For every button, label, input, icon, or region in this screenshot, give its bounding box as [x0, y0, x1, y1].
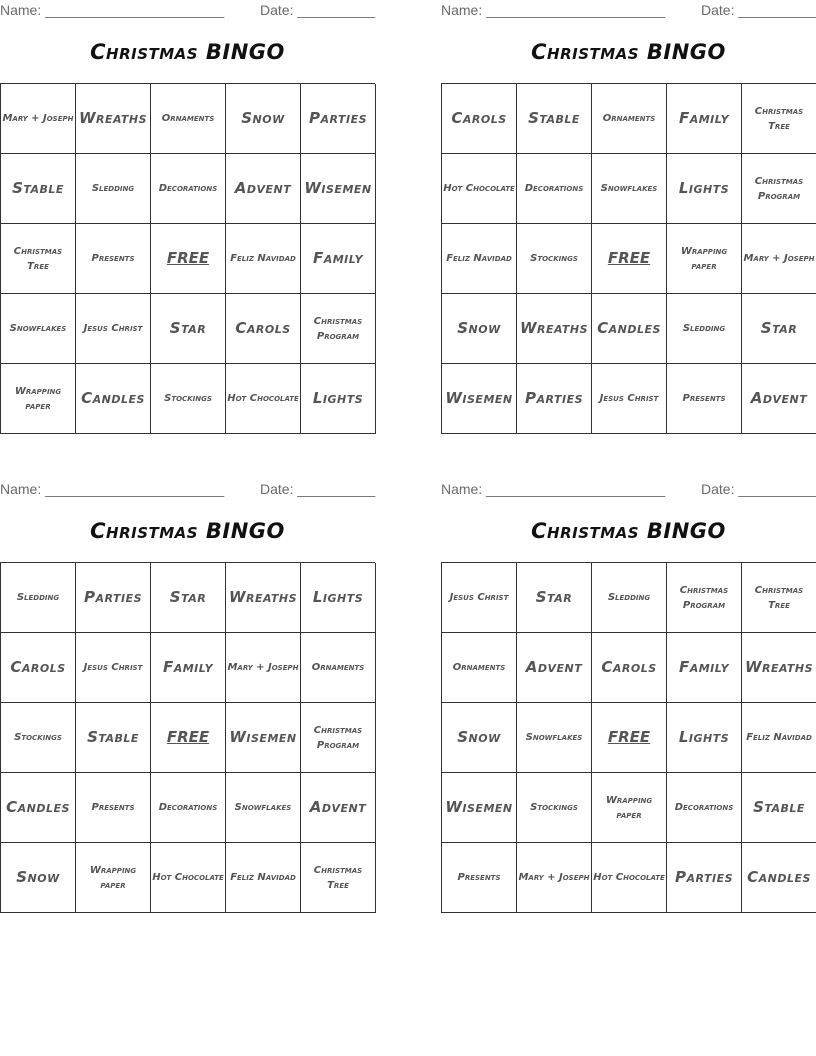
bingo-cell: Christmas Tree [742, 84, 816, 154]
bingo-cell: Hot Chocolate [592, 843, 667, 913]
bingo-cell: Decorations [517, 154, 592, 224]
bingo-cell: Star [517, 563, 592, 633]
bingo-cell: Stable [742, 773, 816, 843]
bingo-card-3 [0, 479, 375, 913]
bingo-cell: Presents [76, 224, 151, 294]
bingo-cell: Ornaments [301, 633, 376, 703]
card-title: Christmas BINGO [90, 40, 285, 64]
date-field-label: Date: __________ [701, 2, 816, 18]
bingo-cell: Ornaments [151, 84, 226, 154]
bingo-cell: Hot Chocolate [442, 154, 517, 224]
bingo-cell: Presents [442, 843, 517, 913]
bingo-grid [441, 562, 816, 913]
bingo-cell: Mary + Joseph [226, 633, 301, 703]
bingo-cell: Stockings [151, 364, 226, 434]
free-space-cell: FREE [592, 703, 667, 773]
card-title: Christmas BINGO [531, 40, 726, 64]
bingo-cell: Christmas Program [742, 154, 816, 224]
bingo-cell: Wrapping paper [667, 224, 742, 294]
bingo-cell: Sledding [1, 563, 76, 633]
bingo-cell: Candles [742, 843, 816, 913]
bingo-cell: Stable [517, 84, 592, 154]
bingo-cell: Jesus Christ [592, 364, 667, 434]
free-space-cell: FREE [151, 703, 226, 773]
bingo-cell: Christmas Tree [1, 224, 76, 294]
date-field-label: Date: __________ [260, 481, 376, 497]
bingo-cell: Advent [301, 773, 376, 843]
bingo-cell: Christmas Tree [301, 843, 376, 913]
bingo-cell: Ornaments [592, 84, 667, 154]
bingo-cell: Mary + Joseph [742, 224, 816, 294]
name-date-row [441, 2, 816, 20]
bingo-cell: Decorations [151, 154, 226, 224]
bingo-cell: Stable [76, 703, 151, 773]
bingo-cell: Star [151, 563, 226, 633]
card-title: Christmas BINGO [90, 519, 285, 543]
bingo-cell: Feliz Navidad [226, 224, 301, 294]
bingo-cell: Jesus Christ [76, 294, 151, 364]
bingo-cell: Carols [592, 633, 667, 703]
bingo-cell: Stockings [517, 224, 592, 294]
bingo-cell: Mary + Joseph [1, 84, 76, 154]
bingo-cell: Candles [1, 773, 76, 843]
bingo-cell: Lights [667, 154, 742, 224]
bingo-cell: Hot Chocolate [226, 364, 301, 434]
bingo-cell: Parties [301, 84, 376, 154]
bingo-cell: Sledding [76, 154, 151, 224]
bingo-cell: Mary + Joseph [517, 843, 592, 913]
bingo-cell: Decorations [667, 773, 742, 843]
bingo-card-1 [0, 0, 375, 434]
bingo-card-2 [441, 0, 816, 434]
bingo-cell: Sledding [667, 294, 742, 364]
bingo-cell: Christmas Program [301, 703, 376, 773]
bingo-cell: Wisemen [301, 154, 376, 224]
bingo-cell: Parties [76, 563, 151, 633]
bingo-cell: Snowflakes [517, 703, 592, 773]
bingo-cell: Family [667, 633, 742, 703]
card-title: Christmas BINGO [531, 519, 726, 543]
bingo-cell: Candles [76, 364, 151, 434]
bingo-grid [0, 83, 375, 434]
bingo-cell: Snow [226, 84, 301, 154]
bingo-cell: Christmas Tree [742, 563, 816, 633]
free-space-cell: FREE [151, 224, 226, 294]
bingo-cell: Wrapping paper [1, 364, 76, 434]
bingo-cell: Jesus Christ [442, 563, 517, 633]
bingo-grid [0, 562, 375, 913]
bingo-cell: Wisemen [442, 773, 517, 843]
bingo-cell: Feliz Navidad [442, 224, 517, 294]
name-field-label: Name: _______________________ [441, 2, 666, 18]
bingo-cell: Snow [1, 843, 76, 913]
bingo-grid [441, 83, 816, 434]
bingo-cell: Family [301, 224, 376, 294]
bingo-cell: Decorations [151, 773, 226, 843]
name-field-label: Name: _______________________ [0, 481, 225, 497]
bingo-cell: Candles [592, 294, 667, 364]
bingo-cell: Wreaths [517, 294, 592, 364]
bingo-cell: Presents [667, 364, 742, 434]
bingo-cell: Parties [517, 364, 592, 434]
bingo-cell: Christmas Program [301, 294, 376, 364]
bingo-cell: Carols [226, 294, 301, 364]
name-field-label: Name: _______________________ [0, 2, 225, 18]
bingo-cell: Presents [76, 773, 151, 843]
bingo-cell: Snowflakes [226, 773, 301, 843]
bingo-cell: Lights [301, 364, 376, 434]
bingo-cell: Feliz Navidad [226, 843, 301, 913]
bingo-cell: Snow [442, 294, 517, 364]
bingo-cell: Wisemen [226, 703, 301, 773]
bingo-cell: Star [742, 294, 816, 364]
bingo-cell: Sledding [592, 563, 667, 633]
bingo-cell: Carols [1, 633, 76, 703]
bingo-cell: Stable [1, 154, 76, 224]
free-space-cell: FREE [592, 224, 667, 294]
bingo-cell: Stockings [517, 773, 592, 843]
bingo-cell: Advent [517, 633, 592, 703]
date-field-label: Date: __________ [260, 2, 376, 18]
bingo-cell: Family [667, 84, 742, 154]
bingo-cell: Wreaths [76, 84, 151, 154]
name-date-row [0, 481, 375, 499]
bingo-cell: Family [151, 633, 226, 703]
bingo-cell: Wreaths [742, 633, 816, 703]
bingo-cell: Snow [442, 703, 517, 773]
bingo-cell: Hot Chocolate [151, 843, 226, 913]
bingo-cell: Lights [667, 703, 742, 773]
bingo-cell: Advent [742, 364, 816, 434]
bingo-cell: Wreaths [226, 563, 301, 633]
bingo-cell: Wrapping paper [592, 773, 667, 843]
bingo-cell: Jesus Christ [76, 633, 151, 703]
bingo-cell: Wisemen [442, 364, 517, 434]
bingo-cell: Carols [442, 84, 517, 154]
bingo-cell: Stockings [1, 703, 76, 773]
bingo-cell: Advent [226, 154, 301, 224]
bingo-cell: Parties [667, 843, 742, 913]
date-field-label: Date: __________ [701, 481, 816, 497]
bingo-cell: Lights [301, 563, 376, 633]
bingo-card-4 [441, 479, 816, 913]
bingo-cell: Wrapping paper [76, 843, 151, 913]
name-date-row [441, 481, 816, 499]
name-date-row [0, 2, 375, 20]
bingo-cell: Feliz Navidad [742, 703, 816, 773]
bingo-cell: Snowflakes [592, 154, 667, 224]
bingo-cell: Christmas Program [667, 563, 742, 633]
bingo-cell: Snowflakes [1, 294, 76, 364]
name-field-label: Name: _______________________ [441, 481, 666, 497]
bingo-cell: Ornaments [442, 633, 517, 703]
bingo-cell: Star [151, 294, 226, 364]
